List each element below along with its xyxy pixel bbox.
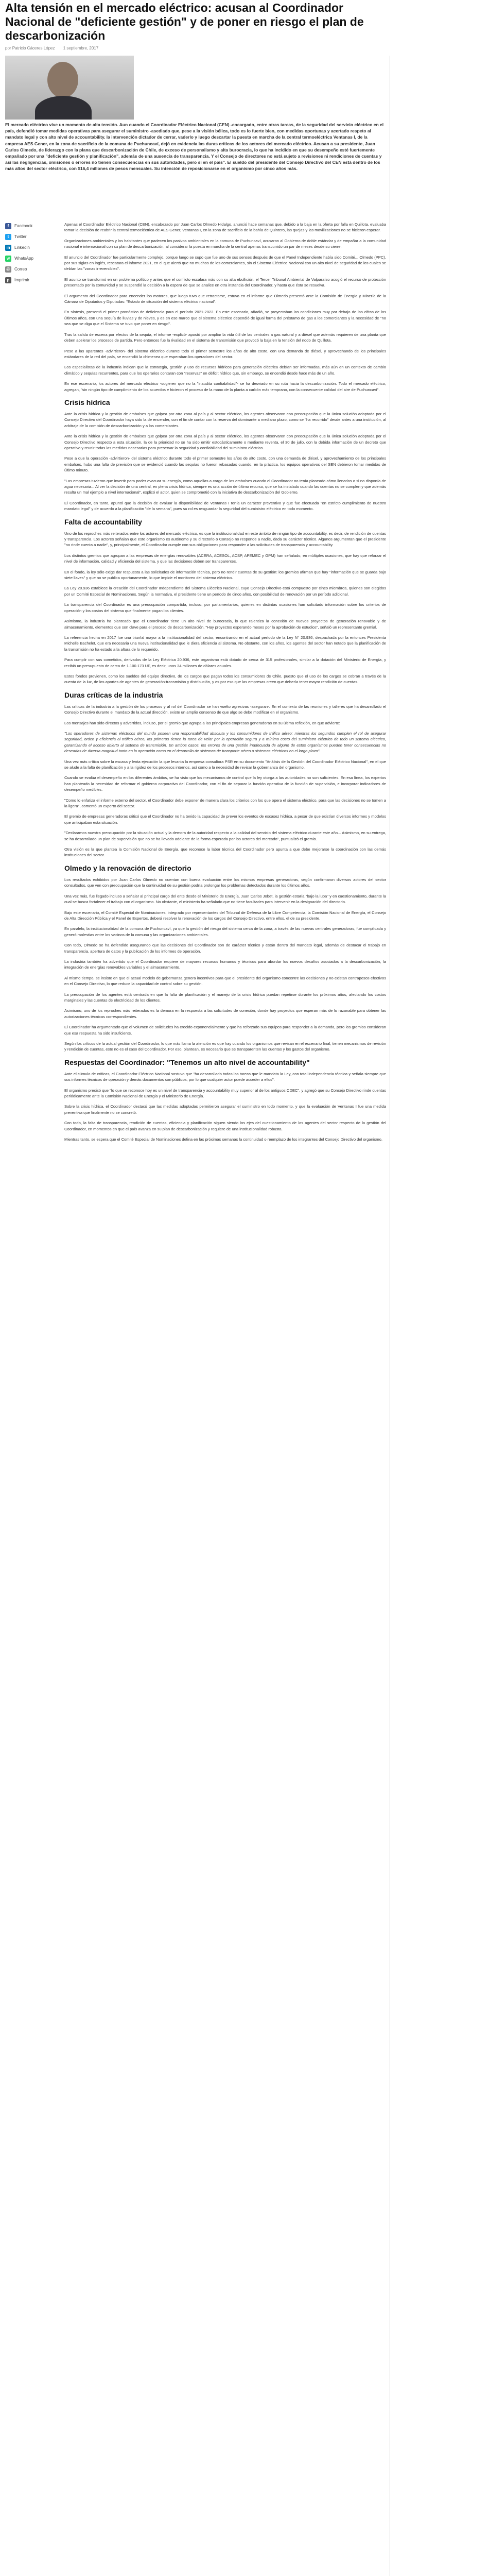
article-paragraph: En ese escenario, los actores del mercado eléctrico -sugieren que no la "inaudita confiabilidad"- se ha desviado en su ruta hacia la descarbonización. Todo el mercado eléctrico, agregan, "sin ningún tipo de cumplimiento de los acuerdos e hicieron el proceso de la mano de la planta a carbón más temprano, con la consecuente calidad del aire de Puchuncaví". — [64, 381, 386, 392]
article-paragraph: En paralelo, la institucionalidad de la comuna de Puchuncaví, ya que la gestión del riesgo del sistema cerca de la zona, a través de las nuevas centrales generadoras, fue complicada y generó molestias entre los vecinos de la comuna y las organizaciones ambientales. — [64, 926, 386, 937]
author[interactable]: por Patricio Cáceres López — [5, 46, 55, 50]
article-paragraph: Mientras tanto, se espera que el Comité Especial de Nominaciones defina en las próximas semanas la continuidad o reemplazo de los integrantes del Consejo Directivo del organismo. — [64, 1137, 382, 1142]
article-paragraph: El argumento del Coordinador para encender los motores, que luego tuvo que retractarse, estuvo en el informe que Olmedo presentó ante la Comisión de Energía y Minería de la Cámara de Diputados y Diputadas: "Estado de situación del sistema eléctrico nacional". — [64, 293, 386, 304]
share-facebook-button[interactable] — [5, 221, 57, 231]
article-paragraph: Ante la crisis hídrica y la gestión de embalses que golpea por otra zona al país y al sector eléctrico, los agentes observaron con preocupación que la única solución adoptada por el Consejo Directivo respecto a esta situación, la de la prioridad no se ha sido emitir estocásticamente o mediante reventa, el 30 de julio, con la debida información de un decreto que operativo y reunir todas las medidas necesarias para preservar la seguridad y confiabilidad del suministro eléctrico. — [64, 434, 386, 450]
article-paragraph: La transparencia del Coordinador es una preocupación compartida, incluso, por parlamentarios, quienes en distintas ocasiones han solicitado información sobre los criterios de operación y los costos del sistema que finalmente pagan los clientes. — [64, 602, 386, 613]
share-linkedin-button[interactable] — [5, 242, 57, 253]
share-correo-button[interactable] — [5, 264, 57, 275]
facebook-icon: f — [5, 223, 11, 229]
article-paragraph: Ante la crisis hídrica y la gestión de embalses que golpea por otra zona al país y al sector eléctrico, los agentes observaron con preocupación que la única solución adoptada por el Consejo Directivo del Coordinador haya sido la de encender, con el fin de contar con la reserva del dominante a mediano plazo, como se "ha recurrido" desde antes a una institución, al arbitraje de la comisión de descarbonización y a los comerciantes. — [64, 411, 386, 428]
article-paragraph: Según los críticos de la actual gestión del Coordinador, lo que más llama la atención es que hay cuando los organismos que revisan en el escenario final, tienen mecanismos de revisión y rendición de cuentas, este no es el caso del Coordinador. Por eso, plantean, es necesario que se transparenten las cuentas y los gastos del organismo. — [64, 1041, 386, 1052]
article-paragraph: "Como lo enfatiza el informe externo del sector, el Coordinador debe exponer de manera clara los criterios con los que opera el sistema eléctrico, para que las decisiones no se tomen a la ligera", comentó un experto del sector. — [64, 798, 386, 809]
section-heading: Duras críticas de la industria — [64, 690, 163, 699]
article-paragraph: Los resultados exhibidos por Juan Carlos Olmedo no cuentan con buena evaluación entre los mismos empresas generadoras, según confirmaron diversos actores del sector consultados, que ven con preocupación que la continuidad de su gestión podría prolongar los problemas detectados durante los últimos años. — [64, 877, 386, 888]
share-label: Correo — [14, 267, 27, 272]
article-paragraph: Con todo, la falta de transparencia, rendición de cuentas, eficiencia y planificación siguen siendo los ejes del cuestionamiento de los agentes del sector respecto de la gestión del Coordinador, en momentos en que el país avanza en su plan de descarbonización y requiere de una institucionalidad robusta. — [64, 1121, 386, 1131]
article-paragraph: Sobre la crisis hídrica, el Coordinador destacó que las medidas adoptadas permitieron asegurar el suministro en todo momento, y que la evaluación de Ventanas I fue una medida preventiva que finalmente no se concretó. — [64, 1104, 386, 1115]
article-paragraph: Pese a las aparentes -advirtieron- del sistema eléctrico durante todo el primer semestre los años de alto costo, con una demanda de diésel, y aprovechando de los principales estándares de la red del país, se encendió la chimenea que esperaban los operadores del sector. — [64, 348, 386, 359]
portrait-head — [47, 62, 78, 98]
article-body — [64, 222, 386, 1147]
article-paragraph: Una vez más, fue llegado incluso a señalar al principal cargo del ente desde el Ministerio de Energía, Juan Carlos Jobet, la gestión estaría "bajo la lupa" y en cuestionamiento, durante la cual se busca fortalecer el trabajo con el organismo. No obstante, el ministerio ha señalado que no tiene facultades para intervenir en la designación del directorio. — [64, 893, 386, 905]
correo-icon: @ — [5, 266, 11, 273]
article-paragraph: El gremio de empresas generadoras criticó que el Coordinador no ha tenido la capacidad de prever los eventos de escasez hídrica, a pesar de que existían diversos informes y modelos que anticipaban esta situación. — [64, 814, 386, 825]
share-label: Twitter — [14, 234, 27, 239]
article-paragraph: La preocupación de los agentes está centrada en que la falta de planificación y el manejo de la crisis hídrica puedan repetirse durante los próximos años, afectando los costos marginales y las cuentas de electricidad de los clientes. — [64, 992, 386, 1003]
article-paragraph: Estos fondos provienen, como los sueldos del equipo directivo, de los cargos que pagan todos los consumidores de Chile, puesto que el uso de los cargos se cobran a través de la cuenta de la luz, de los aportes de agentes de generación-transmisión y distribución, y es por eso que las empresas creen que debería tener mayor rendición de cuentas. — [64, 673, 386, 685]
hero-photo — [5, 56, 134, 120]
page-title: Alta tensión en el mercado eléctrico: acusan al Coordinador Nacional de "deficiente gestión" y de poner en riesgo el plan de descarbonización — [5, 1, 364, 42]
article-paragraph: Con todo, Olmedo se ha defendido asegurando que las decisiones del Coordinador son de carácter técnico y están dentro del mandato legal, además de destacar el trabajo en transparencia, apertura de datos y la publicación de los informes de operación. — [64, 943, 386, 954]
article-paragraph: "Las empresas tuvieron que invertir para poder evacuar su energía, como aquellas a cargo de los embalses cuando el Coordinador no tenía planeado cómo llenarlos o si no disponía de agua necesaria... Al ver la decisión de una central, en plena crisis hídrica, siempre es una acción de último recurso, que se ha instalado cuando las cuentas no se cumplen y que además resulta un mal ejemplo a nivel internacional", explicó el actor, quien se comprometió con la iniciativa de descarbonización del Gobierno. — [64, 478, 386, 495]
article-paragraph: En el fondo, la ley sólo exige dar respuesta a las solicitudes de información técnica, pero no rendir cuentas de su gestión: los gremios afirman que hay "información que se guarda bajo siete llaves" y que no se publica oportunamente, lo que impide el monitoreo del sistema eléctrico. — [64, 569, 386, 581]
imprimir-icon: p — [5, 277, 11, 283]
share-twitter-button[interactable] — [5, 231, 57, 242]
share-label: Imprimir — [14, 278, 29, 282]
article-paragraph: Tras la salida de escena por efectos de la sequía, el informe -explicó- apostó por ampliar la vida útil de las centrales a gas natural y a diésel que además requieren de una planta que deben acelerar los procesos de partida. Pero entonces fue la rivalidad en el sistema de transmisión que provocó la baja en la tensión del nodo de Quillota. — [64, 332, 386, 343]
article-paragraph: "Declaramos nuestra preocupación por la situación actual y la demora de la autoridad respecto a la calidad del servicio del sistema eléctrico durante este año... Asimismo, en su entrega, se ha desarrollado un plan de supervisión que no se ha llevado adelante de la forma esperada por los actores del mercado", puntualizó el gremio. — [64, 831, 386, 841]
article-paragraph: Cuando se evalúa el desempeño en los diferentes ámbitos, se ha visto que los mecanismos de control que la ley otorga a las autoridades no son suficientes. En esa línea, los expertos han planteado la necesidad de reformar el gobierno corporativo del Coordinador, con el fin de separar la función operativa de la función de supervisión, e incorporar indicadores de desempeño medibles. — [64, 775, 386, 792]
section-heading: Falta de accountability — [64, 517, 142, 526]
article-paragraph: La Ley 20.936 establece la creación del Coordinador Independiente del Sistema Eléctrico Nacional, cuyo Consejo Directivo está compuesto por cinco miembros, quienes son elegidos por un Comité Especial de Nominaciones. Según la normativa, el presidente tiene un período de cinco años, con posibilidad de renovación por un período adicional. — [64, 586, 386, 597]
share-label: WhatsApp — [14, 256, 33, 261]
article-paragraph: El Coordinador ha argumentado que el volumen de solicitudes ha crecido exponencialmente y que ha reforzado sus equipos para responder a la demanda, pero los gremios consideran que esa respuesta ha sido insuficiente. — [64, 1025, 386, 1036]
linkedin-icon: in — [5, 245, 11, 251]
article-paragraph: En síntesis, presentó el primer pronóstico de deficiencia para el período 2021-2022. En este escenario, añadió, se proyectaban las condiciones muy por debajo de las cifras de los últimos años, con una sequía de lluvias y de nieves, y es en ese marco que el sistema eléctrico dependió de igual forma del préstamo de gas a los comerciantes y la necesidad de "no sea que se diga que el Sistema se tuvo que poner en riesgo". — [64, 310, 386, 327]
article-paragraph: Organizaciones ambientales y los habitantes que padecen los pasivos ambientales en la comuna de Puchuncaví, acusaron al Gobierno de doble estándar y de empañar a la comunidad nacional e internacional con su plan de descarbonización, al considerar la puesta en marcha de la central apenas transcurrido un par de meses desde su cierre. — [64, 238, 386, 249]
section-heading: Olmedo y la renovación de directorio — [64, 863, 191, 872]
article-paragraph: Los distintos gremios que agrupan a las empresas de energías renovables (ACERA, ACESOL, ACSP, APEMEC y GPM) han señalado, en múltiples ocasiones, que hay que reforzar el nivel de información, calidad y eficiencia del sistema, y que las decisiones deben ser transparentes. — [64, 553, 386, 564]
article-paragraph: La industria también ha advertido que el Coordinador requiere de mayores recursos humanos y técnicos para abordar los nuevos desafíos asociados a la descarbonización, la integración de energías renovables variables y el almacenamiento. — [64, 959, 386, 970]
portrait-body — [35, 96, 92, 120]
article-paragraph: El Coordinador, en tanto, apuntó que la decisión de evaluar la disponibilidad de Ventanas I tenía un carácter preventivo y que fue efectuada "en estricto cumplimiento de nuestro mandato legal" y de acuerdo a la planificación "de la semana", pues su rol es resguardar la seguridad del suministro eléctrico en todo momento. — [64, 500, 386, 512]
twitter-icon: t — [5, 234, 11, 240]
sidebar-divider — [389, 56, 390, 2576]
share-imprimir-button[interactable] — [5, 275, 57, 285]
whatsapp-icon: w — [5, 256, 11, 262]
article-paragraph: Una vez más crítica sobre la escasa y lenta ejecución la que levanta la empresa consultora PSR en su documento "Análisis de la Gestión del Coordinador Eléctrico Nacional", en el que se alude a la falta de planificación y a la rigidez de los procesos internos, así como a la necesidad de revisar la gobernanza del organismo. — [64, 759, 386, 770]
article-paragraph: Al mismo tiempo, se insiste en que el actual modelo de gobernanza genera incentivos para que el presidente del organismo concentre las decisiones y no existan contrapesos efectivos en el Consejo Directivo, lo que reduce la capacidad de control sobre su gestión. — [64, 975, 386, 987]
section-heading: Respuestas del Coordinador: "Tenemos un alto nivel de accountability" — [64, 1058, 310, 1066]
article-header — [5, 1, 386, 50]
section-heading: Crisis hídrica — [64, 398, 110, 406]
article-paragraph: Apenas el Coordinador Eléctrico Nacional (CEN), encabezado por Juan Carlos Olmedo Hidalgo, anunció hace semanas que, debido a la baja en la oferta por falla en Quillota, evaluaba tomar la decisión de reabrir la central termoeléctrica de AES Gener, Ventanas I, en la zona de sacrificio de la bahía de Quintero, las quejas y las movilizaciones no se hicieron esperar. — [64, 222, 386, 233]
article-paragraph: La referencia hecha en 2017 fue una triunfal mayor a la institucionalidad del sector, encontrando en el actual período de la Ley N° 20.936, despachada por la entonces Presidenta Michelle Bachelet, que era necesaria una nueva institucionalidad que le diera eficiencia al sistema. No obstante, con los años, los agentes del sector han notado que la planificación de la transmisión no ha estado a la altura de lo requerido. — [64, 635, 386, 652]
article-paragraph: Pese a que la operación -advirtieron- del sistema eléctrico durante todo el primer semestre los años de alto costo, con una demanda de diésel, y aprovechamiento de los principales embalses, hubo una falta de previsión que se evidenció cuando las sequías no fueron rebasadas cuando, en la práctica, los equipos operativos del SEN debieron tomar medidas de último minuto. — [64, 456, 386, 473]
article-paragraph: El asunto se transformó en un problema político y antes que el conflicto escalara más con su alta ebullición, el Tercer Tribunal Ambiental de Valparaíso acogió el recurso de protección presentado por la comunidad y se suspendió la decisión a la espera de que se analice en otra instancia del Coordinador, y hasta que ésta se resuelva. — [64, 277, 386, 288]
article-paragraph: Asimismo, uno de los reproches más reiterados es la demora en la respuesta a las solicitudes de conexión, donde hay proyectos que esperan más de lo razonable para obtener las autorizaciones técnicas correspondientes. — [64, 1008, 386, 1019]
article-paragraph: Las críticas de la industria a la gestión de los procesos y al rol del Coordinador se han vuelto agresivas -aseguran-. En el contexto de las reuniones y talleres que ha desarrollado el Consejo Directivo durante el mandato de la actual dirección, existe un amplio consenso de que algo se debe modificar en el organismo. — [64, 704, 386, 715]
article-paragraph: Los mensajes han sido directos y advertidos, incluso, por el gremio que agrupa a las principales empresas generadoras en su última reflexión, en que advierte: — [64, 720, 340, 725]
share-label: Facebook — [14, 224, 33, 228]
byline — [5, 46, 386, 50]
article-paragraph: Los especialistas de la industria indican que la estrategia, gestión y uso de recursos hídricos para generación eléctrica debían ser informadas, más aún en un contexto de cambio climático y sequías recurrentes, para que los operarios contaran con "reservas" en déficit hídrico que, sin embargo, se encendió desde hace más de un año. — [64, 365, 386, 376]
article-paragraph: "Los operadores de sistemas eléctricos del mundo poseen una responsabilidad absoluta y los consumidores de tráfico aéreo: mientras los segundos cumplen el rol de asegurar seguridad, orden y eficiencia al tráfico aéreo, los primeros tienen la tarea de velar por la operación segura y a mínimo costo del suministro eléctrico de todo un sistema eléctrico, garantizando el acceso abierto al sistema de transmisión. En ambos casos, los errores de una gestión inadecuada de alguno de estos organismos pueden tener consecuencias no deseadas de diversa magnitud tanto en la operación como en el desarrollo de sistemas de transporte aéreo o sistemas eléctricos en el largo plazo". — [64, 731, 386, 754]
lede-paragraph: El mercado eléctrico vive un momento de alta tensión. Aun cuando el Coordinador Eléctrico Nacional (CEN) -encargado, entre otras tareas, de la seguridad del servicio eléctrico en el país, defendió tomar medidas operativas para asegurar el suministro -asediado que, pese a la visión bélica, todo es lo fuerte bien, con medidas oportunas y acertado respeto al mandato legal y con alto nivel de accountability. la intervención dictador de cerrar, vaderlo y luego descartar la puesta en marcha de la central termoeléctrica Ventanas I, de la empresa AES Gener, en la zona de sacrificio de la comuna de Puchuncaví, dejó en evidencia las duras críticas de los actores del mercado eléctrico. Acusan a su presidente, Juan Carlos Olmedo, de liderazgo con la plana que descarbonización de Chile, de exceso de personalismo y alta burocracia, lo que ha incidido en que su desempeño esté fuertemente empañado por una "deficiente gestión y planificación", además de una ausencia de transparencia. Y el Consejo de directores no está sujeto a revisiones ni rendiciones de cuentas y así las negligencias, omisiones o errores no tienen consecuencias en sus autoridades, pero sí en el país". El sueldo del presidente del Consejo Directivo del CEN está dentro de los más altos del sector eléctrico, con $16,4 millones de pesos mensuales. Su intención de reposicionarse en el organismo por cinco años más. — [5, 122, 384, 172]
article-paragraph: Ante el cúmulo de críticas, el Coordinador Eléctrico Nacional sostuvo que "ha desarrollado todas las tareas que le mandata la Ley, con total independencia técnica y señala siempre que sus informes técnicos de operación y demás documentos son públicos, por lo que cualquier actor puede acceder a ellos". — [64, 1071, 386, 1082]
article-paragraph: Bajo este escenario, el Comité Especial de Nominaciones, integrado por representantes del Tribunal de Defensa de la Libre Competencia, la Comisión Nacional de Energía, el Consejo de Alta Dirección Pública y el Panel de Expertos, deberá resolver la renovación de los cargos del Consejo Directivo, entre ellos, el de su presidente. — [64, 910, 386, 921]
article-paragraph: El organismo precisó que "lo que se reconoce hoy es un nivel de transparencia y accountability muy superior al de los antiguos CDEC", y agregó que su Consejo Directivo rinde cuentas periódicamente ante la Comisión Nacional de Energía y el Ministerio de Energía. — [64, 1088, 386, 1099]
share-whatsapp-button[interactable] — [5, 253, 57, 264]
share-label: Linkedin — [14, 245, 30, 250]
article-paragraph: Para cumplir con sus cometidos, derivados de la Ley Eléctrica 20.936, este organismo está dotado de cerca de 315 profesionales, similar a la dotación del Ministerio de Energía, y recibió un presupuesto de cerca de 1.100.173 UF, es decir, unos 34 millones de dólares anuales. — [64, 657, 386, 668]
article-paragraph: El anuncio del Coordinador fue particularmente complejo, porque luego se supo que fue uno de sus senses después de que el Panel Independiente había sido Comité... Olmedo (PPC), por sus siglas en inglés, rescatara el informe 2021, en el que alertó que no muchos de los comerciantes, sin el Sistema Eléctrico Nacional con un alto nivel de seguridad de los cuales se debían las "zonas irreversibles". — [64, 255, 386, 272]
article-paragraph: Otra visión es la que plantea la Comisión Nacional de Energía, que reconoce la labor técnica del Coordinador pero apunta a que debe mejorarse la coordinación con las demás instituciones del sector. — [64, 847, 386, 858]
article-paragraph: Uno de los reproches más reiterados entre los actores del mercado eléctrico, es que la institucionalidad en este ámbito de ningún tipo de accountability, es decir, de rendición de cuentas y transparencia. Los actores señalan que este organismo es autónomo y su directorio o Consejo no responde a nadie, dada su carácter técnico. Algunos argumentan que el presidente "no rinde cuenta a nadie", y, principalmente, el Coordinador cumple con sus obligaciones para responder a las solicitudes de transparencia y accountability. — [64, 531, 386, 548]
article-paragraph: Asimismo, la industria ha planteado que el Coordinador tiene un alto nivel de burocracia, lo que ralentiza la conexión de nuevos proyectos de generación renovable y de almacenamiento, elementos que son clave para el proceso de descarbonización. "Hay proyectos esperando meses por la aprobación de estudios", señaló un representante gremial. — [64, 619, 386, 630]
share-bar — [5, 221, 57, 285]
publish-date: 1 septiembre, 2017 — [63, 46, 99, 50]
